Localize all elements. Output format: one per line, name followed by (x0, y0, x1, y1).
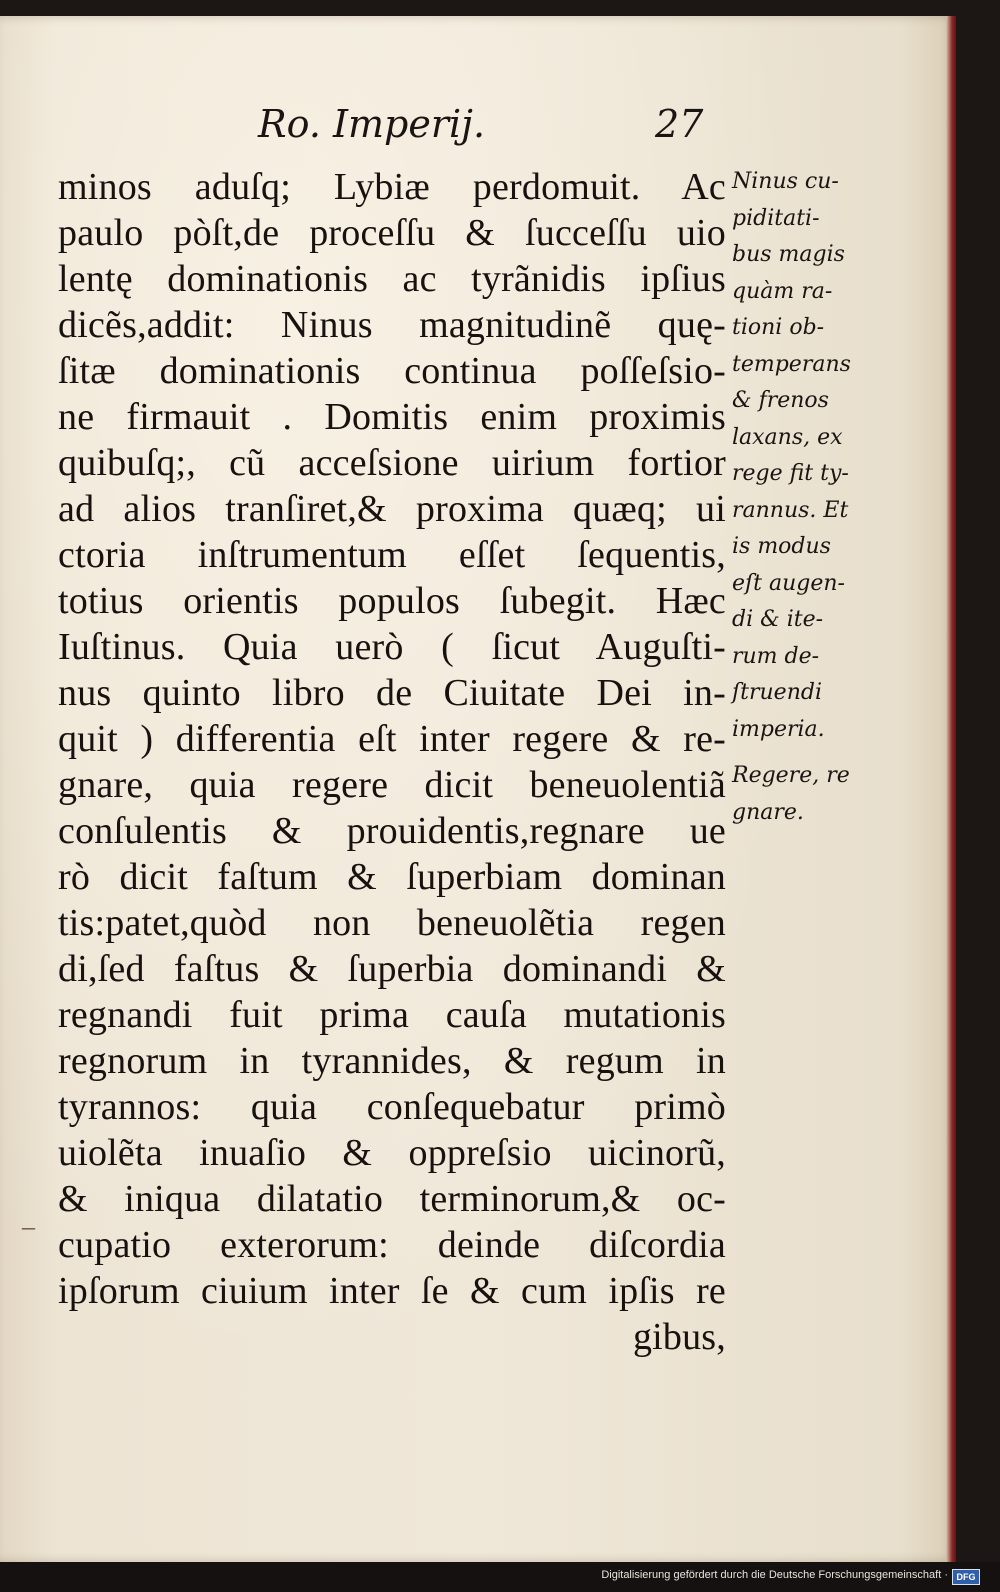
marginal-notes (732, 164, 932, 831)
text-line: rò dicit faſtum & ſuperbiam dominan (58, 856, 726, 898)
margin-note-line: rege fit ty- (732, 461, 849, 486)
text-line: ſitæ dominationis continua poſſeſsio- (58, 350, 726, 392)
text-line: cupatio exterorum: deinde diſcordia (58, 1224, 726, 1266)
funding-credit: Digitalisierung gefördert durch die Deutsche Forschungsgemeinschaft · (601, 1569, 948, 1581)
margin-note-gap (732, 748, 932, 758)
margin-note-line: imperia. (732, 716, 825, 742)
text-line: paulo pòſt,de proceſſu & ſucceſſu uio (58, 212, 726, 254)
margin-note-line: Ninus cu- (732, 169, 839, 194)
text-line: ne firmauit . Domitis enim proximis (58, 396, 726, 438)
text-line: nus quinto libro de Ciuitate Dei in- (58, 672, 726, 714)
text-line: totius orientis populos ſubegit. Hæc (58, 580, 726, 622)
text-line: minos aduſq; Lybiæ perdomuit. Ac (58, 166, 726, 208)
margin-note-line: rum de- (732, 643, 820, 669)
text-line: conſulentis & prouidentis,regnare ue (58, 810, 726, 852)
page-number: 27 (655, 102, 704, 146)
margin-note-line: quàm ra- (732, 278, 833, 304)
margin-note-line: laxans, ex (732, 424, 843, 450)
main-text-block (58, 164, 726, 1360)
text-line: & iniqua dilatatio terminorum,& oc- (58, 1178, 726, 1220)
margin-note-line: temperans (732, 351, 851, 377)
footer-bar (0, 1562, 1000, 1592)
page-edge (946, 16, 956, 1562)
text-line: ipſorum ciuium inter ſe & cum ipſis re (58, 1270, 726, 1312)
margin-note-line: & frenos (732, 388, 829, 413)
running-head (0, 102, 956, 162)
margin-note-line: di & ite- (732, 607, 824, 632)
text-line: tyrannos: quia conſequebatur primò (58, 1086, 726, 1128)
book-page (0, 16, 956, 1562)
text-line: ctoria inſtrumentum eſſet ſequentis, (58, 534, 726, 576)
text-line: uiolẽta inuaſio & oppreſsio uicinorũ, (58, 1132, 726, 1174)
margin-note-line: gnare. (732, 799, 804, 825)
margin-note-line: eſt augen- (732, 570, 845, 596)
text-line: regnorum in tyrannides, & regum in (58, 1040, 726, 1082)
margin-note-line: rannus. Et (732, 497, 849, 523)
text-line: quibuſq;, cũ acceſsione uirium fortior (58, 442, 726, 484)
text-line: di,ſed faſtus & ſuperbia dominandi & (58, 948, 726, 990)
running-head-title: Ro. Imperij. (258, 102, 486, 146)
margin-note-line: tioni ob- (732, 315, 825, 340)
margin-note-line: Regere, re (732, 763, 850, 788)
margin-note-line: piditati- (732, 205, 820, 231)
text-line: dicẽs,addit: Ninus magnitudinẽ quę- (58, 304, 726, 346)
text-line: lentę dominationis ac tyrãnidis ipſius (58, 258, 726, 300)
text-line: quit ) differentia eſt inter regere & re- (58, 718, 726, 760)
text-line: Iuſtinus. Quia uerò ( ſicut Auguſti- (58, 626, 726, 668)
text-line: ad alios tranſiret,& proxima quæq; ui (58, 488, 726, 530)
pencil-mark: – (22, 1212, 35, 1241)
text-line: regnandi fuit prima cauſa mutationis (58, 994, 726, 1036)
dfg-logo-icon: DFG (952, 1569, 980, 1585)
text-line: gnare, quia regere dicit beneuolentiã (58, 764, 726, 806)
margin-note-line: ſtruendi (732, 680, 822, 705)
margin-note-line: is modus (732, 534, 831, 559)
text-line-catchword: gibus, (632, 1316, 726, 1358)
text-line: tis:patet,quòd non beneuolẽtia regen (58, 902, 726, 944)
margin-note-line: bus magis (732, 242, 845, 267)
